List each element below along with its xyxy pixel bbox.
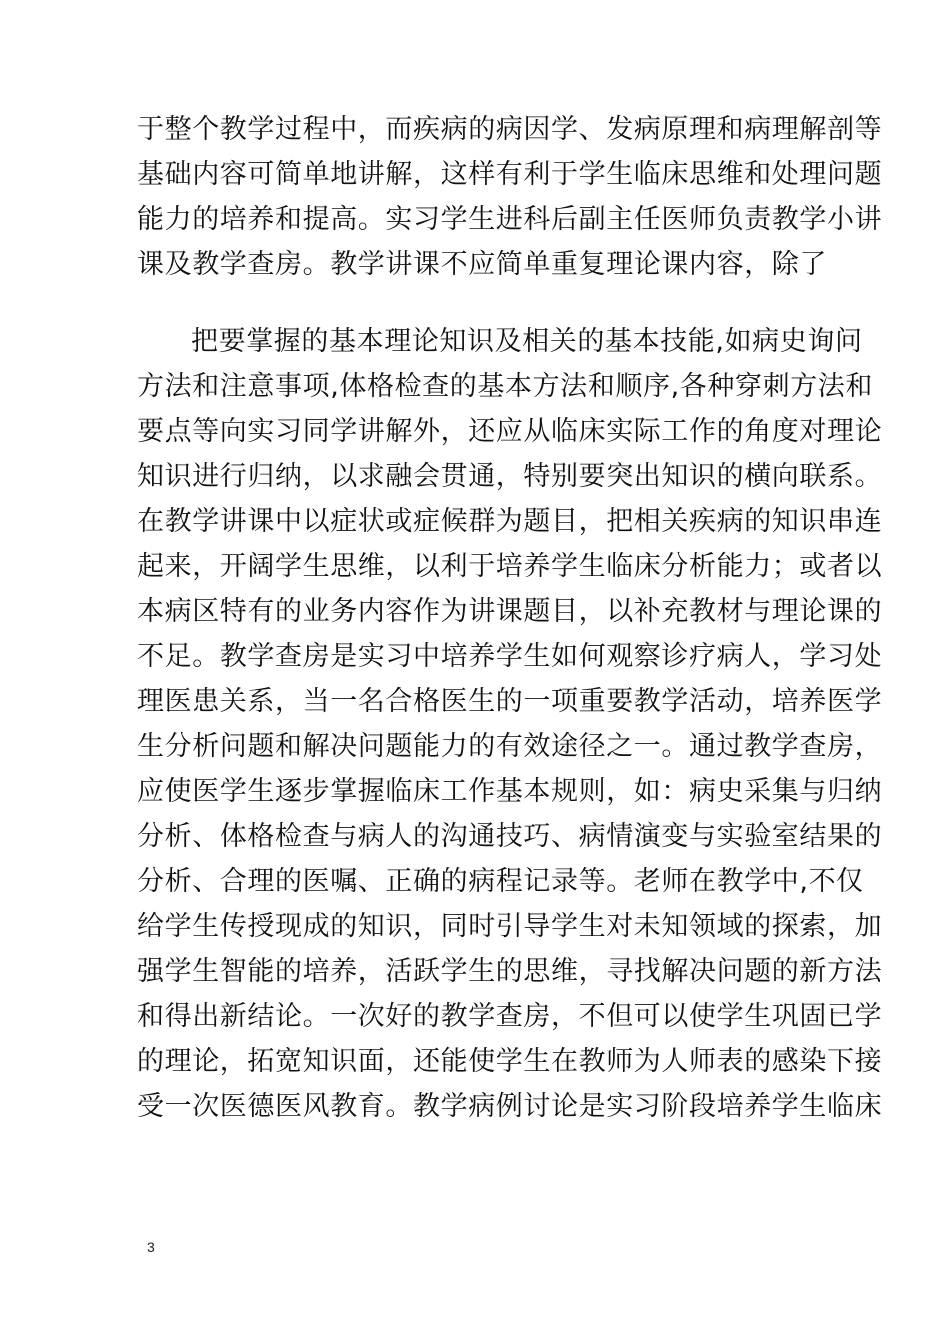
- text-line: 受一次医德医风教育。教学病例讨论是实习阶段培养学生临床: [137, 1091, 883, 1122]
- text-line: 给学生传授现成的知识，同时引导学生对未知领域的探索，加: [137, 911, 883, 942]
- text-line: 分析、体格检查与病人的沟通技巧、病情演变与实验室结果的: [137, 821, 883, 852]
- text-line: 把要掌握的基本理论知识及相关的基本技能,如病史询问: [191, 326, 863, 357]
- text-line: 基础内容可简单地讲解，这样有利于学生临床思维和处理问题: [137, 159, 883, 190]
- text-line: 在教学讲课中以症状或症候群为题目，把相关疾病的知识串连: [137, 506, 883, 537]
- text-line: 知识进行归纳，以求融会贯通，特别要突出知识的横向联系。: [137, 461, 883, 492]
- page-number: 3: [147, 1239, 155, 1255]
- text-line: 课及教学查房。教学讲课不应简单重复理论课内容，除了: [137, 249, 827, 280]
- text-line: 起来，开阔学生思维，以利于培养学生临床分析能力；或者以: [137, 551, 883, 582]
- text-line: 要点等向实习同学讲解外，还应从临床实际工作的角度对理论: [137, 416, 883, 447]
- text-line: 和得出新结论。一次好的教学查房，不但可以使学生巩固已学: [137, 1001, 883, 1032]
- text-line: 生分析问题和解决问题能力的有效途径之一。通过教学查房，: [137, 731, 883, 762]
- text-line: 于整个教学过程中，而疾病的病因学、发病原理和病理解剖等: [137, 114, 883, 145]
- text-line: 理医患关系，当一名合格医生的一项重要教学活动，培养医学: [137, 686, 883, 717]
- text-line: 应使医学生逐步掌握临床工作基本规则，如：病史采集与归纳: [137, 776, 883, 807]
- text-line: 的理论，拓宽知识面，还能使学生在教师为人师表的感染下接: [137, 1046, 883, 1077]
- text-line: 分析、合理的医嘱、正确的病程记录等。老师在教学中,不仅: [137, 866, 864, 897]
- text-line: 方法和注意事项,体格检查的基本方法和顺序,各种穿刺方法和: [137, 371, 873, 402]
- text-line: 不足。教学查房是实习中培养学生如何观察诊疗病人，学习处: [137, 641, 883, 672]
- text-line: 强学生智能的培养，活跃学生的思维，寻找解决问题的新方法: [137, 956, 883, 987]
- text-line: 能力的培养和提高。实习学生进科后副主任医师负责教学小讲: [137, 204, 883, 235]
- text-line: 本病区特有的业务内容作为讲课题目，以补充教材与理论课的: [137, 596, 883, 627]
